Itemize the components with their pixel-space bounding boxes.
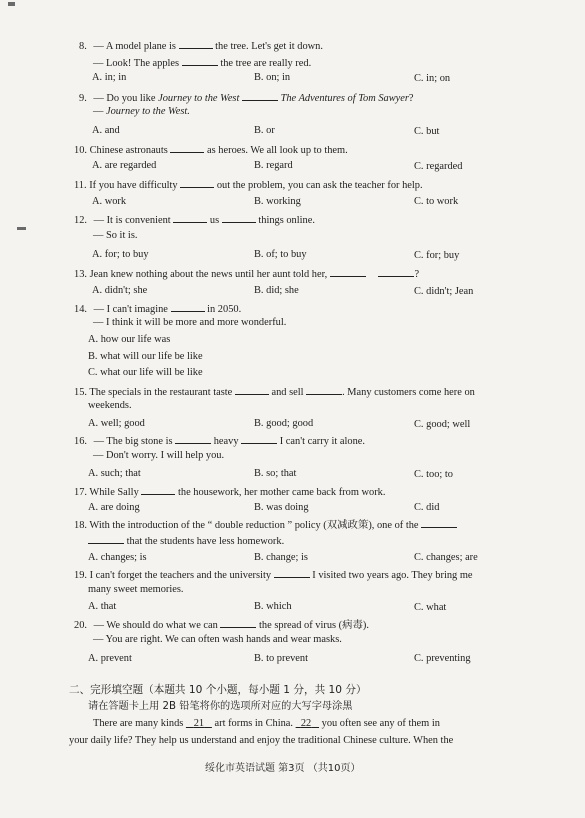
answer-blank bbox=[170, 143, 204, 153]
question-text: While Sally bbox=[89, 487, 139, 498]
question-text: — bbox=[93, 106, 104, 117]
question-number: 18. bbox=[74, 520, 87, 531]
question-15 bbox=[74, 385, 475, 398]
answer-blank bbox=[241, 434, 277, 444]
option-a: A. didn't; she bbox=[92, 285, 148, 296]
option-a: A. in; in bbox=[92, 72, 127, 83]
question-15-line-2 bbox=[88, 401, 132, 411]
question-text: ? bbox=[408, 93, 414, 104]
answer-blank bbox=[242, 91, 278, 101]
option-a: A. that bbox=[88, 601, 117, 612]
question-text: heavy bbox=[213, 436, 239, 447]
question-text: the tree. Let's get it down. bbox=[215, 41, 323, 52]
option-a: A. how our life was bbox=[88, 334, 171, 345]
option-b: B. on; in bbox=[254, 72, 291, 83]
option-a: A. changes; is bbox=[88, 552, 147, 563]
answer-blank bbox=[220, 618, 256, 628]
scan-mark-top bbox=[8, 2, 15, 6]
passage-line-2: your daily life? They help us understand and enjoy the traditional Chinese culture. When the bbox=[69, 735, 454, 746]
question-text: many sweet memories. bbox=[88, 584, 184, 595]
answer-blank bbox=[421, 518, 457, 528]
question-text: that the students have less homework. bbox=[126, 536, 285, 547]
question-text: — We should do what we can bbox=[93, 620, 218, 631]
question-8-line-2 bbox=[93, 56, 311, 69]
question-19 bbox=[74, 568, 473, 581]
question-10 bbox=[74, 143, 348, 156]
question-12-line-2 bbox=[93, 231, 137, 241]
option-c: C. too; to bbox=[414, 469, 453, 480]
question-11 bbox=[74, 178, 423, 191]
option-a: A. and bbox=[92, 125, 120, 136]
question-number: 8. bbox=[79, 41, 87, 52]
question-14-line-2 bbox=[93, 318, 286, 328]
question-18-line-2 bbox=[88, 534, 284, 547]
option-c: C. regarded bbox=[414, 161, 463, 172]
question-text: the spread of virus (病毒). bbox=[259, 620, 369, 631]
question-13 bbox=[74, 267, 419, 280]
question-text: weekends. bbox=[88, 400, 132, 411]
option-c: C. did bbox=[414, 502, 440, 513]
question-16 bbox=[74, 434, 365, 447]
option-c: C. for; buy bbox=[414, 250, 460, 261]
question-text: . Many customers come here on bbox=[342, 387, 475, 398]
option-b: B. to prevent bbox=[254, 653, 308, 664]
answer-blank bbox=[171, 302, 205, 312]
answer-blank bbox=[182, 56, 218, 66]
question-number: 12. bbox=[74, 215, 87, 226]
question-18 bbox=[74, 518, 457, 531]
passage-text: There are many kinds bbox=[93, 718, 184, 729]
option-a: A. well; good bbox=[88, 418, 145, 429]
answer-blank bbox=[222, 213, 256, 223]
question-text: the housework, her mother came back from work. bbox=[178, 487, 386, 498]
question-9 bbox=[79, 91, 414, 104]
option-b: B. good; good bbox=[254, 418, 314, 429]
book-title: Journey to the West bbox=[158, 93, 240, 104]
answer-blank bbox=[235, 385, 269, 395]
option-a: A. are doing bbox=[88, 502, 140, 513]
answer-blank bbox=[175, 434, 211, 444]
option-c: C. what our life will be like bbox=[88, 367, 203, 378]
question-19-line-2 bbox=[88, 585, 184, 595]
question-number: 9. bbox=[79, 93, 87, 104]
question-text: — So it is. bbox=[93, 230, 138, 241]
passage-line-1 bbox=[93, 719, 440, 729]
cloze-blank-number: 21 bbox=[193, 718, 205, 729]
option-c: C. what bbox=[414, 602, 447, 613]
question-text: and sell bbox=[271, 387, 304, 398]
question-number: 11. bbox=[74, 180, 87, 191]
question-text: I can't forget the teachers and the university bbox=[89, 570, 272, 581]
option-c: C. preventing bbox=[414, 653, 471, 664]
question-text: — Don't worry. I will help you. bbox=[93, 450, 225, 461]
question-text: — I think it will be more and more wonderful. bbox=[93, 317, 287, 328]
question-number: 17. bbox=[74, 487, 87, 498]
answer-blank bbox=[274, 568, 310, 578]
option-c: C. changes; are bbox=[414, 552, 478, 563]
option-c: C. but bbox=[414, 126, 440, 137]
option-b: B. what will our life be like bbox=[88, 351, 203, 362]
question-text: — Do you like bbox=[93, 93, 156, 104]
question-text: Chinese astronauts bbox=[89, 145, 168, 156]
question-text: as heroes. We all look up to them. bbox=[207, 145, 348, 156]
option-c: C. good; well bbox=[414, 419, 471, 430]
question-text: — I can't imagine bbox=[93, 304, 168, 315]
question-14 bbox=[74, 302, 241, 315]
cloze-blank-22 bbox=[296, 718, 319, 729]
passage-text: art forms in China. bbox=[214, 718, 294, 729]
question-text: — Look! The apples bbox=[93, 58, 180, 69]
answer-blank bbox=[141, 485, 175, 495]
question-8 bbox=[79, 39, 323, 52]
question-number: 15. bbox=[74, 387, 87, 398]
option-c: C. to work bbox=[414, 196, 459, 207]
question-number: 20. bbox=[74, 620, 87, 631]
option-b: B. of; to buy bbox=[254, 249, 307, 260]
question-number: 13. bbox=[74, 269, 87, 280]
answer-blank bbox=[88, 534, 124, 544]
question-text: ? bbox=[414, 269, 420, 280]
book-title: Journey to the West. bbox=[106, 106, 190, 117]
question-number: 16. bbox=[74, 436, 87, 447]
option-c: C. didn't; Jean bbox=[414, 286, 474, 297]
answer-blank bbox=[173, 213, 207, 223]
option-b: B. was doing bbox=[254, 502, 309, 513]
scan-mark-left bbox=[17, 227, 26, 230]
section-instruction: 请在答题卡上用 2B 铅笔将你的选项所对应的大写字母涂黑 bbox=[88, 701, 353, 712]
answer-blank bbox=[179, 39, 213, 49]
option-a: A. are regarded bbox=[92, 160, 157, 171]
question-text: — A model plane is bbox=[93, 41, 176, 52]
question-number: 19. bbox=[74, 570, 87, 581]
question-text: I visited two years ago. They bring me bbox=[312, 570, 473, 581]
book-title: The Adventures of Tom Sawyer bbox=[280, 93, 409, 104]
section-heading: 二、完形填空题（本题共 10 个小题，每小题 1 分，共 10 分） bbox=[69, 684, 367, 696]
question-12 bbox=[74, 213, 315, 226]
question-20 bbox=[74, 618, 369, 631]
page-footer: 绥化市英语试题 第3页 （共10页） bbox=[205, 763, 361, 774]
question-number: 10. bbox=[74, 145, 87, 156]
question-text: — The big stone is bbox=[93, 436, 173, 447]
cloze-blank-number: 22 bbox=[300, 718, 312, 729]
passage-text: you often see any of them in bbox=[321, 718, 440, 729]
option-b: B. or bbox=[254, 125, 275, 136]
question-text: in 2050. bbox=[207, 304, 242, 315]
option-c: C. in; on bbox=[414, 73, 451, 84]
answer-blank bbox=[330, 267, 366, 277]
option-b: B. working bbox=[254, 196, 301, 207]
question-number: 14. bbox=[74, 304, 87, 315]
question-9-line-2 bbox=[93, 107, 190, 117]
option-b: B. which bbox=[254, 601, 292, 612]
option-a: A. for; to buy bbox=[92, 249, 149, 260]
question-text: us bbox=[209, 215, 220, 226]
option-a: A. such; that bbox=[88, 468, 141, 479]
cloze-blank-21 bbox=[186, 718, 212, 729]
question-text: — You are right. We can often wash hands and wear masks. bbox=[93, 634, 342, 645]
question-16-line-2 bbox=[93, 451, 224, 461]
question-text: the tree are really red. bbox=[220, 58, 312, 69]
question-text: things online. bbox=[258, 215, 315, 226]
answer-blank bbox=[180, 178, 214, 188]
question-text: I can't carry it alone. bbox=[279, 436, 365, 447]
option-b: B. so; that bbox=[254, 468, 297, 479]
option-b: B. regard bbox=[254, 160, 293, 171]
question-text: The specials in the restaurant taste bbox=[89, 387, 233, 398]
question-text: — It is convenient bbox=[93, 215, 171, 226]
question-20-line-2 bbox=[93, 635, 342, 645]
question-text: out the problem, you can ask the teacher for help. bbox=[216, 180, 423, 191]
question-text: Jean knew nothing about the news until her aunt told her, bbox=[89, 269, 328, 280]
option-b: B. change; is bbox=[254, 552, 308, 563]
option-a: A. work bbox=[92, 196, 127, 207]
option-a: A. prevent bbox=[88, 653, 132, 664]
question-text: If you have difficulty bbox=[89, 180, 178, 191]
answer-blank bbox=[378, 267, 414, 277]
option-b: B. did; she bbox=[254, 285, 299, 296]
answer-blank bbox=[306, 385, 342, 395]
question-text: With the introduction of the “ double reduction ” policy (双减政策), one of the bbox=[89, 520, 419, 531]
question-17 bbox=[74, 485, 385, 498]
